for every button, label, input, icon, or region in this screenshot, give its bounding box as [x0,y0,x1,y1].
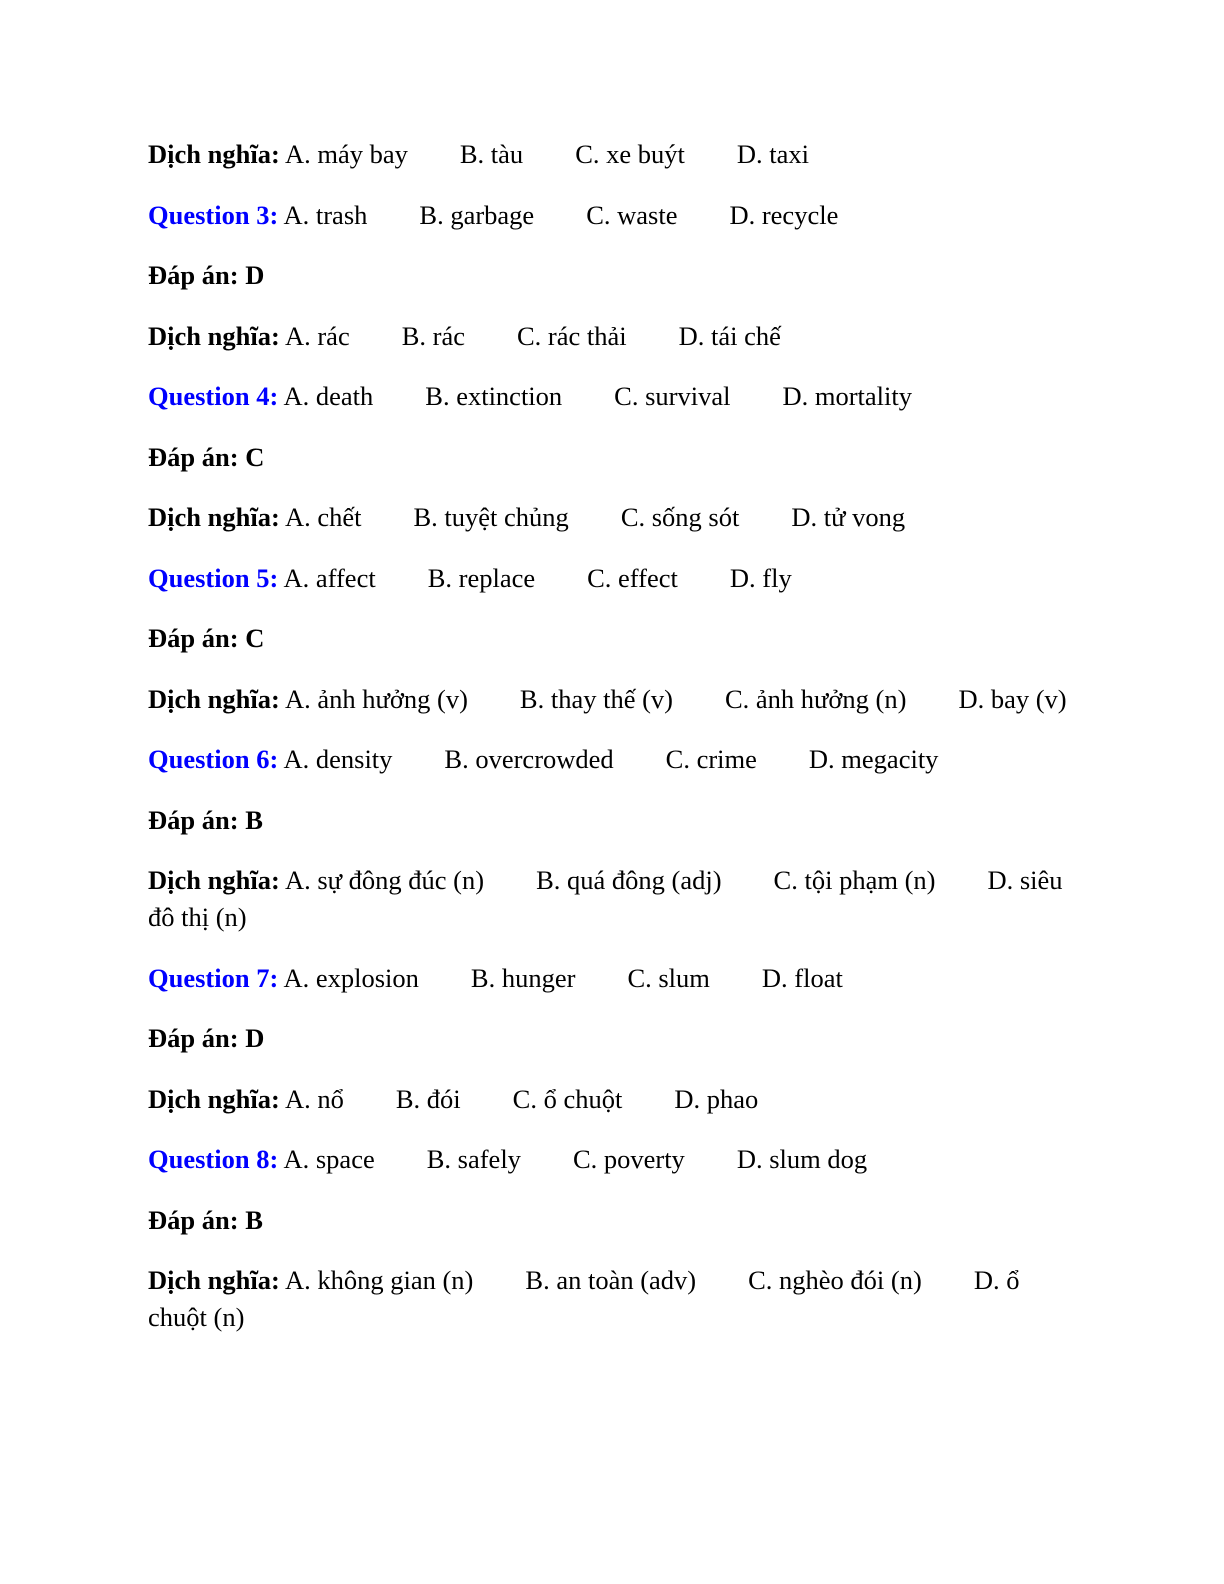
option-c: C. poverty [572,1144,685,1174]
question-label: Question 6: [148,744,279,774]
option-b: B. safely [426,1144,521,1174]
option-c: C. sống sót [620,502,740,532]
meaning-label: Dịch nghĩa: [148,320,280,351]
answer-value: B [245,804,263,835]
option-d: D. phao [674,1083,759,1114]
option-c: C. survival [614,381,731,411]
option-d: D. siêu đô thị (n) [148,865,1063,932]
option-c: C. effect [587,562,678,593]
option-d: D. slum dog [736,1144,868,1174]
document-page [148,136,1068,1360]
option-b: B. thay thế (v) [519,683,673,714]
option-c: C. tội phạm (n) [773,865,936,895]
question-label: Question 8: [148,1144,279,1174]
meaning-line [148,318,1068,355]
answer-line [148,1020,1068,1057]
question-line [148,560,1068,597]
answer-label: Đáp án: [148,804,239,835]
meaning-line [148,681,1068,718]
answer-value: C [245,441,265,472]
option-c: C. crime [665,744,757,774]
answer-value: B [245,1204,263,1235]
option-b: B. quá đông (adj) [536,865,722,895]
option-a: A. chết [284,502,362,532]
meaning-line [148,136,1068,173]
question-line [148,1141,1068,1178]
option-a: A. density [283,744,393,774]
option-b: B. garbage [419,199,535,230]
option-a: A. death [283,381,374,411]
option-d: D. tử vong [791,502,906,532]
option-d: D. taxi [736,139,809,169]
option-a: A. trash [283,199,368,230]
option-c: C. nghèo đói (n) [748,1265,922,1295]
option-d: D. fly [729,562,792,593]
option-a: A. sự đông đúc (n) [284,865,485,895]
answer-label: Đáp án: [148,441,239,472]
meaning-line [148,1262,1068,1336]
answer-value: C [245,623,265,653]
option-c: C. rác thải [517,320,627,351]
question-label: Question 4: [148,381,279,411]
meaning-label: Dịch nghĩa: [148,683,280,714]
meaning-line [148,1081,1068,1118]
option-d: D. recycle [729,199,839,230]
option-d: D. mortality [782,381,913,411]
option-a: A. space [283,1144,375,1174]
option-d: D. megacity [808,744,939,774]
meaning-line [148,862,1068,936]
question-line [148,741,1068,778]
meaning-label: Dịch nghĩa: [148,139,280,169]
answer-line [148,620,1068,657]
question-line [148,378,1068,415]
option-b: B. extinction [425,381,563,411]
question-line [148,197,1068,234]
option-c: C. slum [627,962,710,993]
answer-label: Đáp án: [148,623,239,653]
question-label: Question 7: [148,962,279,993]
option-a: A. không gian (n) [284,1265,474,1295]
option-a: A. affect [283,562,376,593]
option-b: B. rác [401,320,465,351]
answer-line [148,1202,1068,1239]
meaning-label: Dịch nghĩa: [148,865,280,895]
option-c: C. ảnh hưởng (n) [724,683,907,714]
answer-line [148,439,1068,476]
option-b: B. tàu [459,139,524,169]
option-c: C. ổ chuột [512,1083,623,1114]
option-c: C. waste [586,199,678,230]
option-b: B. an toàn (adv) [525,1265,697,1295]
meaning-label: Dịch nghĩa: [148,1083,280,1114]
answer-label: Đáp án: [148,260,239,290]
answer-value: D [245,260,265,290]
option-a: A. explosion [283,962,419,993]
option-d: D. float [761,962,843,993]
option-a: A. ảnh hưởng (v) [284,683,468,714]
meaning-line [148,499,1068,536]
question-label: Question 3: [148,199,279,230]
answer-label: Đáp án: [148,1204,239,1235]
meaning-label: Dịch nghĩa: [148,1265,280,1295]
option-b: B. đói [395,1083,461,1114]
answer-line [148,257,1068,294]
option-d: D. ổ chuột (n) [148,1265,1020,1332]
option-c: C. xe buýt [575,139,685,169]
option-d: D. bay (v) [958,683,1067,714]
option-b: B. replace [427,562,536,593]
option-b: B. overcrowded [444,744,614,774]
answer-label: Đáp án: [148,1023,239,1053]
answer-value: D [245,1023,265,1053]
meaning-label: Dịch nghĩa: [148,502,280,532]
option-d: D. tái chế [678,320,781,351]
option-a: A. nổ [284,1083,344,1114]
option-a: A. máy bay [284,139,408,169]
question-label: Question 5: [148,562,279,593]
question-line [148,960,1068,997]
option-b: B. tuyệt chủng [413,502,569,532]
answer-line [148,802,1068,839]
option-b: B. hunger [470,962,576,993]
option-a: A. rác [284,320,350,351]
